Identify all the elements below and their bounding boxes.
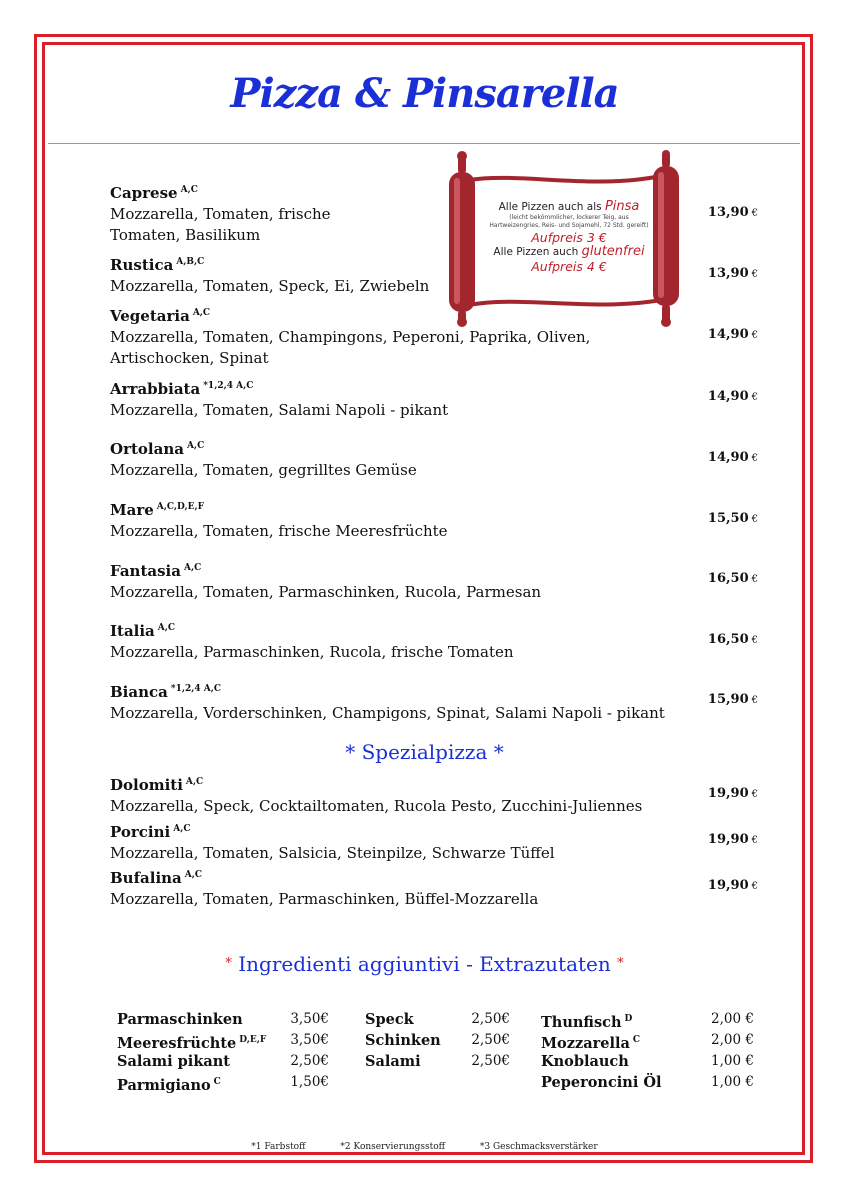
menu-item-porcini: [110, 819, 710, 864]
item-description: Mozzarella, Tomaten, gegrilltes Gemüse: [110, 461, 417, 479]
pinsa-line-prefix: Alle Pizzen auch als: [498, 201, 602, 213]
item-name: Dolomiti: [110, 776, 183, 794]
price-italia: 16,50 €: [707, 632, 758, 647]
extra-row: Salami pikant 2,50€: [117, 1053, 329, 1070]
item-description: Mozzarella, Tomaten, Parmaschinken, Büffel-Mozzarella: [110, 890, 539, 908]
menu-item-ortolana: [110, 436, 710, 481]
extras-column-3: [541, 1009, 754, 1093]
item-description: Mozzarella, Parmaschinken, Rucola, frische Tomaten: [110, 643, 514, 661]
item-allergens: A,C: [157, 623, 176, 633]
item-allergens: A,C: [180, 185, 198, 195]
price-mare: 15,50 €: [707, 511, 758, 526]
item-description: Mozzarella, Tomaten, frische Meeresfrüchte: [110, 522, 448, 540]
menu-item-caprese: [110, 180, 710, 246]
footnote: *2 Konservierungsstoff: [340, 1142, 446, 1152]
item-description: Mozzarella, Tomaten, Salami Napoli - pikant: [110, 401, 449, 419]
item-description: Mozzarella, Tomaten, Speck, Ei, Zwiebeln: [110, 277, 430, 295]
glutenfree-line-prefix: Alle Pizzen auch: [493, 246, 579, 258]
item-name: Rustica: [110, 256, 174, 274]
item-allergens: A,B,C: [176, 257, 205, 267]
footnote: *3 Geschmacksverstärker: [479, 1142, 598, 1152]
pinsa-word: Pinsa: [604, 199, 640, 214]
price-fantasia: 16,50 €: [707, 571, 758, 586]
price-dolomiti: 19,90 €: [707, 786, 758, 801]
price-porcini: 19,90 €: [707, 832, 758, 847]
item-name: Fantasia: [110, 562, 181, 580]
extras-column-1: [117, 1009, 329, 1093]
star-left: *: [225, 956, 232, 971]
item-allergens: A,C: [186, 441, 205, 451]
extras-column-2: [365, 1009, 510, 1072]
item-allergens: A,C: [185, 777, 204, 787]
extras-heading-text: Ingredienti aggiuntivi - Extrazutaten: [238, 952, 611, 976]
extra-row: Meeresfrüchte $^{D,E,F}$ 3,50€: [117, 1032, 329, 1052]
pinsa-surcharge: Aufpreis 3 €: [531, 230, 607, 245]
menu-item-rustica: [110, 252, 710, 297]
item-description: Mozzarella, Vorderschinken, Champigons, Spinat, Salami Napoli - pikant: [110, 704, 665, 722]
price-rustica: 13,90 €: [707, 266, 758, 281]
item-allergens: A,C: [184, 870, 203, 880]
item-description: Mozzarella, Tomaten, Champingons, Peperoni, Paprika, Oliven,: [110, 328, 591, 346]
special-pizza-heading: * Spezialpizza *: [345, 740, 504, 764]
extra-row: Parmaschinken 3,50€: [117, 1011, 329, 1028]
item-description: Mozzarella, Tomaten, Salsicia, Steinpilze, Schwarze Tüffel: [110, 844, 555, 862]
item-name: Bufalina: [110, 869, 182, 887]
item-description-cont: Artischocken, Spinat: [110, 349, 269, 367]
item-allergens: *1,2,4 A,C: [203, 381, 254, 391]
extra-row: Speck 2,50€: [365, 1011, 510, 1028]
item-name: Bianca: [110, 683, 168, 701]
pinsa-note: (leicht bekömmlicher, lockerer Teig, aus Hartweizengries, Reis- und Sojamehl, 72 Std. gereift): [489, 214, 649, 229]
item-allergens: A,C: [192, 308, 211, 318]
menu-item-bianca: [110, 679, 710, 724]
glutenfree-surcharge: Aufpreis 4 €: [531, 259, 607, 274]
glutenfree-word: glutenfrei: [581, 244, 645, 259]
price-bianca: 15,90 €: [707, 692, 758, 707]
item-name: Porcini: [110, 823, 171, 841]
star-right: *: [617, 956, 624, 971]
item-allergens: *1,2,4 A,C: [170, 684, 222, 694]
price-arrabbiata: 14,90 €: [707, 389, 758, 404]
item-name: Mare: [110, 501, 154, 519]
extra-row: Mozzarella $^C$ 2,00 €: [541, 1032, 754, 1052]
menu-item-italia: [110, 618, 710, 663]
extra-row: Knoblauch 1,00 €: [541, 1053, 754, 1070]
item-name: Vegetaria: [110, 307, 190, 325]
item-allergens: A,C: [173, 824, 191, 834]
footnotes: [0, 1142, 849, 1152]
menu-item-bufalina: [110, 865, 710, 910]
title-divider: [48, 143, 800, 144]
item-name: Ortolana: [110, 440, 184, 458]
item-description: Mozzarella, Speck, Cocktailtomaten, Rucola Pesto, Zucchini-Juliennes: [110, 797, 643, 815]
item-name: Caprese: [110, 184, 178, 202]
price-vegetaria: 14,90 €: [707, 327, 758, 342]
menu-item-arrabbiata: [110, 376, 710, 421]
menu-item-dolomiti: [110, 772, 710, 817]
menu-item-fantasia: [110, 558, 710, 603]
item-name: Italia: [110, 622, 155, 640]
menu-item-mare: [110, 497, 710, 542]
item-allergens: A,C,D,E,F: [156, 502, 205, 512]
extra-row: Schinken 2,50€: [365, 1032, 510, 1049]
price-ortolana: 14,90 €: [707, 450, 758, 465]
item-allergens: A,C: [183, 563, 202, 573]
price-caprese: 13,90 €: [707, 205, 758, 220]
price-bufalina: 19,90 €: [707, 878, 758, 893]
item-name: Arrabbiata: [110, 380, 201, 398]
footnote: *1 Farbstoff: [251, 1142, 306, 1152]
extra-row: Parmigiano $^C$ 1,50€: [117, 1074, 329, 1094]
item-description: Mozzarella, Tomaten, frische: [110, 205, 331, 223]
menu-item-vegetaria: [110, 303, 710, 369]
extras-heading: [0, 952, 849, 976]
extra-row: Salami 2,50€: [365, 1053, 510, 1070]
extra-row: Thunfisch $^D$ 2,00 €: [541, 1011, 754, 1031]
extra-row: Peperoncini Öl 1,00 €: [541, 1074, 754, 1091]
item-description-cont: Tomaten, Basilikum: [110, 226, 261, 244]
menu-title: Pizza & Pinsarella: [230, 70, 619, 117]
item-description: Mozzarella, Tomaten, Parmaschinken, Rucola, Parmesan: [110, 583, 542, 601]
